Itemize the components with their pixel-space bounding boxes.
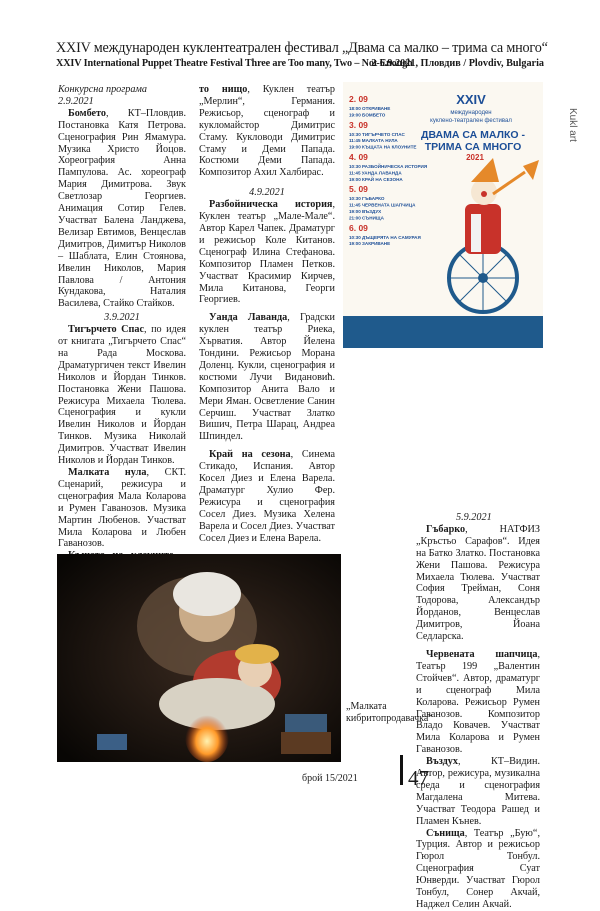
issue-number: брой 15/2021 [302,773,358,784]
event-entry [58,108,186,310]
event-title: Гъбарко [426,523,466,535]
poster-schedule-date: 5. 09 [349,184,368,195]
event-entry [199,84,335,179]
poster-graphic [343,82,543,348]
column-2 [199,84,335,545]
event-text: , Театър „Бую“, Турция. Автор и режисьор Гюрол Тонбул. Сценография Суат Юнверди. Участват Гюрол Тонбул, Сонер Акчай, Наджел Селин Акчай. [416,827,540,910]
event-text: , Градски куклен театър Риека, Хърватия. Автор Йелена Тондини. Режисьор Морана Доленц. Кукли, сценография и костюми Лучи Видановић. Композитор Анита Вало и Мери Яман. Осветление Санин Серчиш. Участват Златко Вишич, Петра Шарац, Андреа Шпиндел. [199,312,335,443]
event-entry [58,324,186,467]
poster-schedule-item: 19:00 КЪЩАТА НА КЛОУНИТЕ [349,144,417,150]
event-title: Сънища [426,827,465,839]
poster-schedule-item: 21:00 СЪНИЩА [349,215,384,221]
poster-title-b: ТРИМА СА МНОГО [424,141,522,153]
event-text: , Синема Стикадо, Испания. Автор Косел Диез и Елена Варела. Драматург Хулио Фер. Режисура и сценография Сосел Диез. Музика Хелена Варела и Сосел Диез. Участват Сосел Диез и Елена Варела. [199,449,335,544]
header-subtitle-en: XXIV International Puppet Theatre Festival Three are Too many, Two – Not Enough [56,58,413,69]
event-title: Тигърчето Спас [68,324,144,336]
event-title-cont: то нищо [199,84,248,95]
poster-schedule-item: 10:30 ГЪБАРКО [349,196,385,202]
column-3 [416,510,540,911]
event-entry [199,312,335,443]
event-text: , Куклен театър „Мале-Мале“. Автор Карел Чапек. Драматург и режисьор Коле Китанов. Сценограф Илина Стефанова. Композитор Пламен Петков. Участват Красимир Кирчев, Мила Китанова, Георги Георгиев. [199,199,335,306]
poster-schedule-item: 11:45 ЧЕРВЕНАТА ШАПЧИЦА [349,202,416,208]
event-title: Разбойническа история [209,199,333,211]
event-text: , Куклен театър „Мерлин“, Германия. Режисьор, сценограф и кукломайстор Димитрис Стаму. Кукловоди Димитрис Стаму и Деми Папада. Костюми Деми Папада. Композитор Ахил Халбирас. [199,84,335,179]
side-logo [566,108,580,152]
poster-schedule-item: 11:45 УАНДА ЛАВАНДА [349,170,402,176]
poster-schedule-item: 19:00 БОМБЕТО [349,112,386,118]
poster-schedule-item: 10:30 ДЪЩЕРЯТА НА САМУРАЯ [349,234,421,240]
photo-image [57,554,341,762]
side-logo-text: Kukl art [567,108,578,142]
poster-fest1: международен [450,110,492,116]
program-label: Конкурсна програма [58,84,148,95]
event-entry [199,199,335,306]
event-entry [58,467,186,550]
poster-schedule-item: 10:30 ТИГЪРЧЕТО СПАС [349,131,405,137]
poster-schedule-item: 10:30 РАЗБОЙНИЧЕСКА ИСТОРИЯ [349,164,428,169]
poster-schedule-date: 3. 09 [349,119,368,130]
poster-year: 2021 [466,153,484,162]
poster-schedule-date: 4. 09 [349,152,368,162]
event-text: , НАТФИЗ „Кръстьо Сарафов“. Идея на Батко Златко. Постановка Жени Пашова. Режисура Михаела Тюлева. Участват София Трейман, Соня Тодорова, Александър Йорданов, Венцеслав Димитров, Йоана Седларска. [416,523,540,643]
photo-caption: „Малката кибритопродавачка“ [346,701,433,724]
event-title: Червената шапчица [426,648,538,660]
header-title: XXIV международен куклентеатрален фестивал „Двама са малко – трима са много“ [56,40,548,56]
event-entry [416,756,540,827]
event-text: , КТ–Видин. Автор, режисура, музикална среда и сценография Магдалена Митева. Участват Теодора Рашед и Пламен Кънев. [416,756,540,827]
event-text: , Театър 199 „Валентин Стойчев“. Автор, драматург и сценограф Мила Коларова. Режисьор Румен Гаванозов. Композитор Владо Ковачев. Участват Мила Коларова и Румен Гаванозов. [416,648,540,756]
event-entry [416,828,540,911]
column-1 [58,84,186,586]
event-entry [416,649,540,756]
poster-title-a: ДВАМА СА МАЛКО - [420,129,526,141]
event-title: Малката нула [68,467,147,478]
event-entry [416,524,540,643]
festival-poster [343,82,543,348]
poster-schedule-item: 19:00 ВЪЗДУХ [349,209,382,214]
date-label: 3.9.2021 [104,312,140,324]
poster-fest2: куклено-театрален фестивал [430,118,512,124]
event-text: , по идея от книгата „Тигърчето Спас“ на Рада Москова. Драматургичен текст Ивелин Николов и Йордан Тинков. Постановка Жени Пашова. Режисура Михаела Тюлева. Сценография и кукли Ивелин Николов и Йордан Тинков. Музика Николай Димитров. Участват Ивелин Николов и Йордан Тинков. [58,324,186,467]
event-title: Въздух [426,756,458,768]
date-label: 5.9.2021 [456,512,492,523]
event-title: Бомбето [68,107,107,119]
poster-schedule-item: 11:45 МАЛКАТА НУЛА [349,138,398,144]
footer-divider [400,755,403,785]
poster-schedule-item: 18:00 ОТКРИВАНЕ [349,106,391,111]
poster-schedule-date: 2. 09 [349,94,368,104]
event-entry [199,449,335,544]
poster-edition: XXIV [456,92,486,107]
date-label: 2.9.2021 [58,95,94,107]
performance-photo [57,554,341,762]
page-number: 47 [408,766,429,790]
event-title: Край на сезона [209,449,291,461]
poster-schedule-item: 19:00 ЗАКРИВАНЕ [349,241,391,247]
poster-schedule-item: 19:00 КРАЙ НА СЕЗОНА [349,176,403,182]
event-text: , СКТ. Сценарий, режисура и сценография Мала Коларова и Румен Гаванозов. Музика Мартин Любенов. Участват Мила Коларова и Любен Гаванозов. [58,467,186,550]
date-label: 4.9.2021 [249,187,285,199]
event-title: Уанда Лаванда [209,312,288,324]
header-dates-place: 2-6.9.2021, Пловдив / Plovdiv, Bulgaria [371,58,544,69]
event-text: , КТ–Пловдив. Постановка Катя Петрова. Сценография Рин Ямамура. Музика Христо Йоцов. Хореография Анна Пампулова. Ас. хореограф Мария Димитрова. Звук Светлозар Георгиев. Анимация Сотир Гелев. Участват Балена Ланджева, Велизар Евтимов, Венцеслав Димитров, Димитър Николов – Шаблата, Елин Стоянова, Ивелин Николов, Мария Павлова / Антония Кундакова, Наталия Василева, Стайко Стайков. [58,107,186,310]
poster-schedule-date: 6. 09 [349,222,368,233]
